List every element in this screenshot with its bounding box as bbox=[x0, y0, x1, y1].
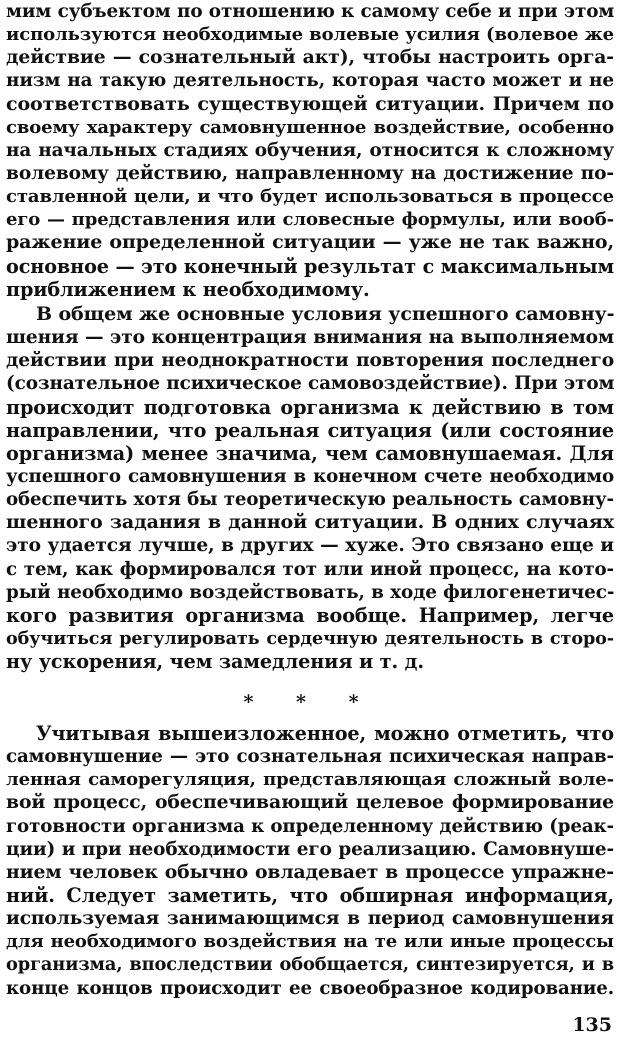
text-line: своему характеру самовнушенное воздействие, особенно bbox=[6, 116, 614, 138]
text-line: шения — это концентрация внимания на выполняемом bbox=[6, 327, 614, 349]
text-line: мим субъектом по отношению к самому себе и при этом bbox=[6, 1, 615, 22]
text-line: В общем же основные условия успешного самовну- bbox=[36, 303, 615, 325]
text-line: успешного самовнушения в конечном счете необходимо bbox=[6, 465, 614, 487]
text-line: ленная саморегуляция, представляющая сложный воле- bbox=[6, 769, 614, 791]
text-line: Учитывая вышеизложенное, можно отметить, что bbox=[36, 722, 614, 745]
text-line: нием человек обычно овладевает в процессе упражне- bbox=[6, 860, 614, 883]
text-line: рый необходимо воздействовать, в ходе филогенетичес- bbox=[6, 581, 615, 603]
text-line: волевому действию, направленному на достижение по- bbox=[6, 162, 614, 184]
paragraph-2 bbox=[6, 303, 614, 673]
text-line: для необходимого воздействия на те или иные процессы bbox=[6, 931, 614, 953]
text-line: приближением к необходимому. bbox=[6, 277, 370, 301]
text-line: это удается лучше, в других — хуже. Это связано еще и bbox=[6, 535, 614, 557]
text-line: на начальных стадиях обучения, относится к сложному bbox=[6, 139, 614, 161]
paragraph-3 bbox=[6, 722, 614, 1000]
text-line: вой процесс, обеспечивающий целевое формирование bbox=[6, 791, 614, 814]
text-line: основное — это конечный результат с максимальным bbox=[6, 254, 615, 278]
text-line: действие — сознательный акт), чтобы настроить орга- bbox=[6, 46, 614, 69]
text-line: используемая занимающимся в период самовнушения bbox=[6, 908, 614, 930]
section-separator: * * * bbox=[243, 691, 377, 713]
text-line: готовности организма к определенному действию (реак- bbox=[6, 815, 614, 837]
text-line: конце концов происходит ее своеобразное кодирование. bbox=[6, 977, 614, 999]
text-line: обучиться регулировать сердечную деятельность в сторо- bbox=[6, 627, 614, 649]
text-line: используются необходимые волевые усилия (волевое же bbox=[6, 24, 614, 46]
text-line: самовнушение — это сознательная психическая направ- bbox=[6, 746, 614, 768]
paragraph-1 bbox=[6, 0, 614, 301]
text-line: ний. Следует заметить, что обширная информация, bbox=[6, 883, 614, 907]
text-line: его — представления или словесные формулы, или вооб- bbox=[6, 209, 614, 231]
text-line: организма, впоследствии обобщается, синтезируется, и в bbox=[6, 954, 614, 976]
text-line: ражение определенной ситуации — уже не так важно, bbox=[6, 231, 614, 254]
text-line: кого развития организма вообще. Например, легче bbox=[6, 603, 614, 627]
text-line: с тем, как формировался тот или иной процесс, на кото- bbox=[6, 558, 614, 580]
text-line: ставленной цели, и что будет использоваться в процессе bbox=[6, 186, 614, 208]
text-line: низм на такую деятельность, которая часто может и не bbox=[6, 70, 614, 92]
text-line: происходит подготовка организма к действию в том bbox=[6, 395, 614, 419]
text-line: направлении, что реальная ситуация (или состояние bbox=[6, 418, 614, 442]
text-line: ну ускорения, чем замедления и т. д. bbox=[6, 650, 424, 674]
page-number: 135 bbox=[572, 1014, 612, 1036]
text-line: действии при неоднократности повторения последнего bbox=[6, 350, 614, 372]
text-line: обеспечить хотя бы теоретическую реальность самовну- bbox=[6, 489, 614, 511]
text-line: (сознательное психическое самовоздействие). При этом bbox=[6, 373, 615, 395]
text-line: ции) и при необходимости его реализацию. Самовнуше- bbox=[6, 838, 614, 860]
text-line: шенного задания в данной ситуации. В одних случаях bbox=[6, 511, 614, 534]
text-line: организма) менее значима, чем самовнушаемая. Для bbox=[6, 441, 614, 465]
text-line: соответствовать существующей ситуации. Причем по bbox=[6, 92, 614, 115]
